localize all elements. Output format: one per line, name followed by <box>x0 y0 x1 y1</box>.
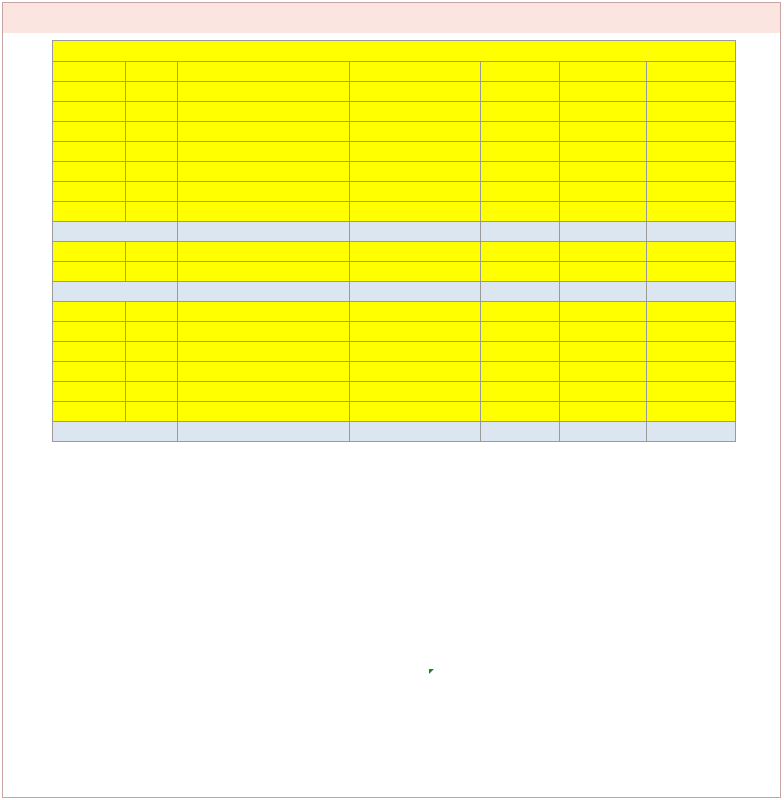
table-cell <box>481 162 560 182</box>
table-cell <box>178 402 350 422</box>
table-cell <box>178 82 350 102</box>
table-cell <box>560 82 647 102</box>
table-cell <box>126 302 178 322</box>
table-cell <box>560 122 647 142</box>
table-cell <box>647 362 736 382</box>
table-cell <box>178 102 350 122</box>
table-cell <box>178 262 350 282</box>
table-row <box>53 202 736 222</box>
year-total-value <box>481 222 560 242</box>
column-header <box>350 62 481 82</box>
year-total-label <box>53 422 178 442</box>
table-cell <box>350 102 481 122</box>
table-cell <box>350 142 481 162</box>
table-cell <box>647 162 736 182</box>
table-cell <box>350 182 481 202</box>
table-cell <box>53 342 126 362</box>
table-cell <box>481 362 560 382</box>
table-row <box>53 122 736 142</box>
table-cell <box>126 102 178 122</box>
table-row <box>53 382 736 402</box>
table-cell <box>53 322 126 342</box>
table-row <box>53 102 736 122</box>
table-title-row <box>53 41 736 62</box>
table-cell <box>560 342 647 362</box>
table-cell <box>350 302 481 322</box>
table-cell <box>481 382 560 402</box>
table-title <box>53 41 736 62</box>
table-cell <box>350 402 481 422</box>
table-row <box>53 242 736 262</box>
table-cell <box>647 322 736 342</box>
table-cell <box>481 402 560 422</box>
table-cell <box>481 182 560 202</box>
table-cell <box>350 122 481 142</box>
table-row <box>53 342 736 362</box>
empty-cell <box>647 222 736 242</box>
table-header-row <box>53 62 736 82</box>
table-cell <box>647 302 736 322</box>
table-cell <box>53 142 126 162</box>
table-cell <box>350 322 481 342</box>
table-cell <box>560 362 647 382</box>
table-cell <box>560 242 647 262</box>
table-cell <box>560 302 647 322</box>
table-cell <box>481 102 560 122</box>
table-row <box>53 82 736 102</box>
column-header <box>126 62 178 82</box>
table-row <box>53 402 736 422</box>
table-cell <box>53 382 126 402</box>
table-cell <box>126 142 178 162</box>
empty-cell <box>560 422 647 442</box>
table-cell <box>560 322 647 342</box>
table-cell <box>350 362 481 382</box>
empty-cell <box>560 282 647 302</box>
empty-cell <box>647 282 736 302</box>
table-cell <box>647 202 736 222</box>
table-cell <box>350 262 481 282</box>
table-cell <box>53 162 126 182</box>
table-cell <box>178 142 350 162</box>
table-cell <box>178 322 350 342</box>
table-cell <box>560 382 647 402</box>
table-row <box>53 302 736 322</box>
table-cell <box>350 382 481 402</box>
year-total-value <box>481 282 560 302</box>
table-cell <box>53 182 126 202</box>
table-cell <box>178 202 350 222</box>
table-cell <box>126 82 178 102</box>
cell-comment-marker <box>429 669 434 674</box>
year-total-row <box>53 222 736 242</box>
table-cell <box>126 382 178 402</box>
year-total-row <box>53 422 736 442</box>
table-cell <box>647 402 736 422</box>
table-cell <box>178 382 350 402</box>
table-cell <box>350 242 481 262</box>
table-cell <box>126 202 178 222</box>
table-cell <box>53 302 126 322</box>
column-header <box>647 62 736 82</box>
table-cell <box>178 302 350 322</box>
table-cell <box>126 122 178 142</box>
table-cell <box>481 322 560 342</box>
column-header <box>481 62 560 82</box>
empty-cell <box>178 282 350 302</box>
table-cell <box>647 82 736 102</box>
table-cell <box>647 242 736 262</box>
table-cell <box>481 302 560 322</box>
year-total-row <box>53 282 736 302</box>
table-cell <box>647 142 736 162</box>
table-cell <box>560 142 647 162</box>
table-cell <box>647 122 736 142</box>
title-bar <box>3 3 780 33</box>
table-cell <box>126 342 178 362</box>
table-cell <box>53 402 126 422</box>
table-cell <box>350 342 481 362</box>
year-total-label <box>53 222 178 242</box>
table-row <box>53 182 736 202</box>
empty-cell <box>350 422 481 442</box>
table-cell <box>53 202 126 222</box>
table-cell <box>481 142 560 162</box>
table-cell <box>350 162 481 182</box>
year-total-label <box>53 282 178 302</box>
table-cell <box>350 202 481 222</box>
table-cell <box>53 82 126 102</box>
table-cell <box>53 262 126 282</box>
year-total-value <box>481 422 560 442</box>
table-cell <box>126 322 178 342</box>
table-row <box>53 262 736 282</box>
column-header <box>53 62 126 82</box>
table-cell <box>647 182 736 202</box>
table-cell <box>560 202 647 222</box>
table-cell <box>126 242 178 262</box>
table-cell <box>350 82 481 102</box>
empty-cell <box>560 222 647 242</box>
table-cell <box>126 162 178 182</box>
table-cell <box>126 262 178 282</box>
table-cell <box>178 182 350 202</box>
ignition-lines-table <box>52 40 736 442</box>
table-cell <box>647 342 736 362</box>
table-cell <box>126 402 178 422</box>
table-cell <box>647 382 736 402</box>
table-cell <box>481 342 560 362</box>
table-cell <box>178 122 350 142</box>
table-cell <box>560 402 647 422</box>
table-cell <box>481 202 560 222</box>
table-cell <box>560 162 647 182</box>
table-cell <box>178 362 350 382</box>
table-cell <box>560 102 647 122</box>
table-cell <box>178 342 350 362</box>
table-cell <box>126 182 178 202</box>
column-header <box>178 62 350 82</box>
table-cell <box>481 242 560 262</box>
empty-cell <box>178 222 350 242</box>
table-row <box>53 162 736 182</box>
column-header <box>560 62 647 82</box>
table-cell <box>178 242 350 262</box>
table-cell <box>560 182 647 202</box>
table-cell <box>126 362 178 382</box>
table-cell <box>481 82 560 102</box>
table-row <box>53 362 736 382</box>
empty-cell <box>647 422 736 442</box>
table-row <box>53 322 736 342</box>
empty-cell <box>350 282 481 302</box>
table-cell <box>53 102 126 122</box>
table-cell <box>53 122 126 142</box>
table-cell <box>178 162 350 182</box>
empty-cell <box>178 422 350 442</box>
table-row <box>53 142 736 162</box>
table-cell <box>560 262 647 282</box>
table-cell <box>481 122 560 142</box>
empty-cell <box>350 222 481 242</box>
table-cell <box>647 262 736 282</box>
table-cell <box>647 102 736 122</box>
table-cell <box>53 362 126 382</box>
table-cell <box>481 262 560 282</box>
table-cell <box>53 242 126 262</box>
